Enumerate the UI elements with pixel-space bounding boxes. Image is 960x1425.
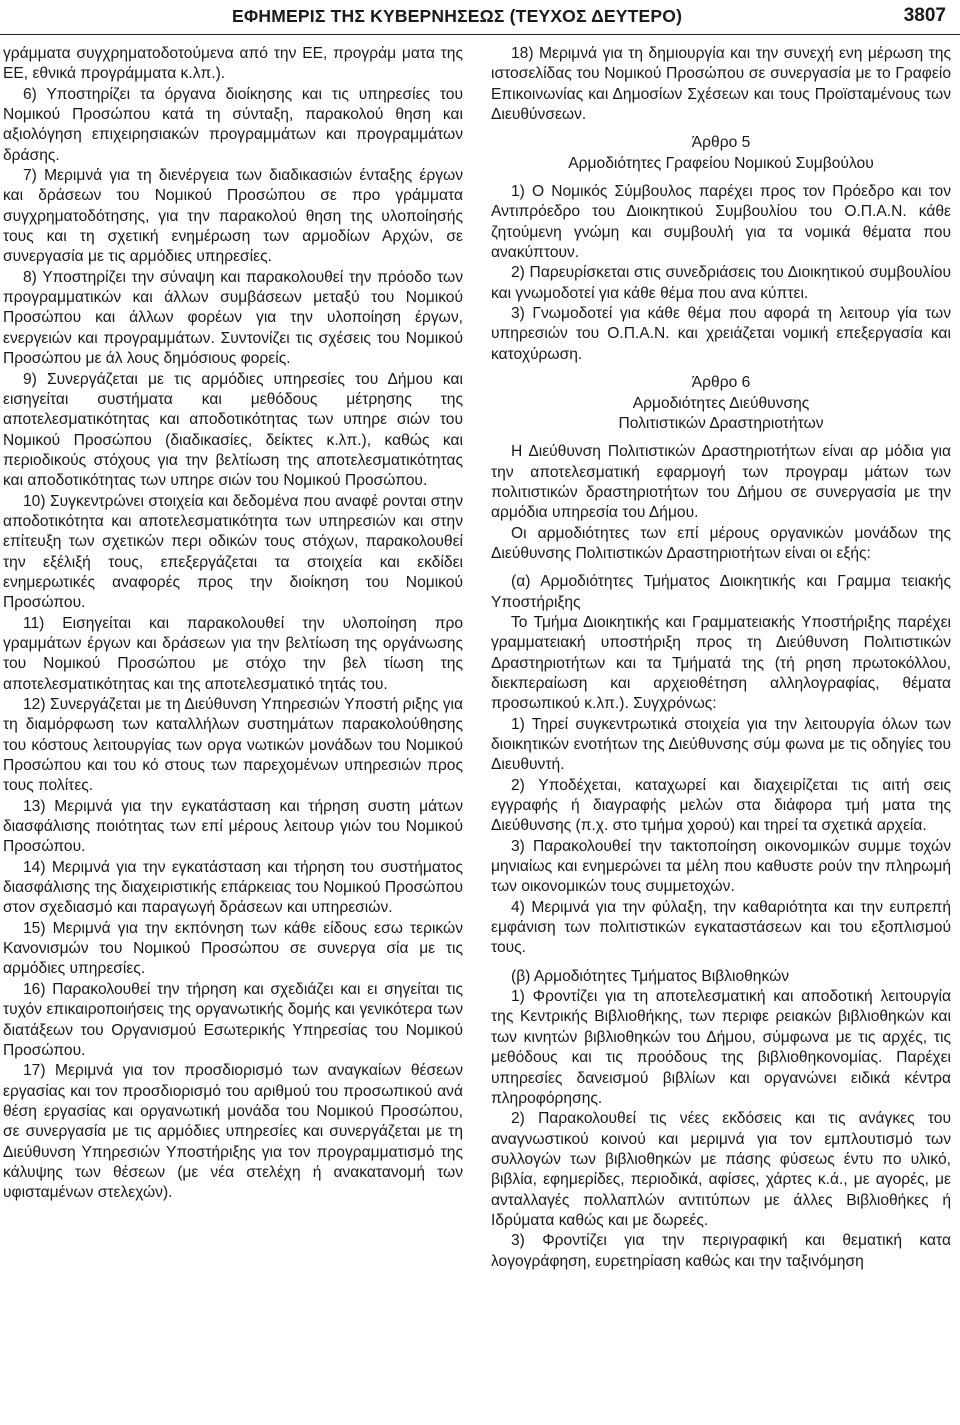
paragraph: 11) Εισηγείται και παρακολουθεί την υλοποίηση προ γραμμάτων έργων και δράσεων για την βελτίωση της οργάνωσης του Νομικού Προσώπου με στόχο την βελ τίωση της αποτελεσματικότητας και της αποτελεσματικό τητάς του.	[3, 614, 463, 693]
page-header	[0, 0, 960, 35]
section-title: (α) Αρμοδιότητες Τμήματος Διοικητικής και Γραμμα τειακής Υποστήριξης	[491, 573, 951, 611]
paragraph: 2) Υποδέχεται, καταχωρεί και διαχειρίζεται τις αιτή σεις εγγραφής ή διαγραφής μελών στα διάφορα τμή ματα της Διεύθυνσης (π.χ. στο τμήμα χορού) και τηρεί τα σχετικά αρχεία.	[491, 776, 951, 835]
paragraph: Οι αρμοδιότητες των επί μέρους οργανικών μονάδων της Διεύθυνσης Πολιτιστικών Δραστηριοτήτων είναι οι εξής:	[491, 524, 951, 562]
gazette-title: ΕΦΗΜΕΡΙΣ ΤΗΣ ΚΥΒΕΡΝΗΣΕΩΣ (ΤΕΥΧΟΣ ΔΕΥΤΕΡΟ)	[232, 6, 683, 26]
section-title: (β) Αρμοδιότητες Τμήματος Βιβλιοθηκών	[511, 967, 790, 985]
paragraph: 4) Μεριμνά για την φύλαξη, την καθαριότητα και την ευπρεπή εμφάνιση των πολιτιστικών εγκαταστάσεων και του εξοπλισμού τους.	[491, 898, 951, 957]
paragraph: 16) Παρακολουθεί την τήρηση και σχεδιάζει και ει σηγείται τις τυχόν επικαιροποιήσεις της οργανωτικής δομής και γενικότερα των διατάξεων του Οργανισμού Εσωτερικής Υπηρεσίας του Νομικού Προσώπου.	[3, 980, 463, 1059]
paragraph: 10) Συγκεντρώνει στοιχεία και δεδομένα που αναφέ ρονται στην αποδοτικότητα και αποτελεσματικότητα των υπηρεσιών και στην επίτευξη των σχετικών περι οδικών τους στόχων, παρακολουθεί την εξέλιξή τους, επεξεργάζεται τα στοιχεία και εκδίδει ενημερωτικές αναφορές προς την διοίκηση του Νομικού Προσώπου.	[3, 492, 463, 612]
right-column	[491, 44, 951, 1272]
paragraph: 6) Υποστηρίζει τα όργανα διοίκησης και τις υπηρεσίες του Νομικού Προσώπου κατά τη σύνταξη, παρακολού θηση και αξιολόγηση επιχειρησιακών προγραμμάτων και προγραμμάτων δράσης.	[3, 85, 463, 164]
paragraph: 3) Γνωμοδοτεί για κάθε θέμα που αφορά τη λειτουρ γία των υπηρεσιών του Ο.Π.Α.Ν. και χρειάζεται νομική επεξεργασία και κατοχύρωση.	[491, 305, 951, 363]
paragraph: 15) Μεριμνά για την εκπόνηση των κάθε είδους εσω τερικών Κανονισμών του Νομικού Προσώπου σε συνεργα σία με τις αρμόδιες υπηρεσίες.	[3, 919, 463, 978]
paragraph: 14) Μεριμνά για την εγκατάσταση και τήρηση του συστήματος διασφάλισης της διαχειριστικής επάρκειας του Νομικού Προσώπου στον σχεδιασμό και παραγωγή δράσεων και υπηρεσιών.	[3, 858, 463, 917]
paragraph: 1) Τηρεί συγκεντρωτικά στοιχεία για την λειτουργία όλων των διοικητικών ενοτήτων της Διεύθυνσης σύμ φωνα με τις οδηγίες του Διευθυντή.	[491, 715, 951, 774]
article-title: Πολιτιστικών Δραστηριοτήτων	[618, 414, 824, 432]
paragraph: 13) Μεριμνά για την εγκατάσταση και τήρηση συστη μάτων διασφάλισης ποιότητας των επί μέρους λειτουρ γιών του Νομικού Προσώπου.	[3, 797, 463, 856]
paragraph: γράμματα συγχρηματοδοτούμενα από την ΕΕ, προγράμ ματα της ΕΕ, εθνικά προγράμματα κ.λπ.).	[3, 45, 463, 83]
paragraph: 8) Υποστηρίζει την σύναψη και παρακολουθεί την πρόοδο των προγραμματικών και άλλων συμβάσεων μεταξύ του Νομικού Προσώπου και άλλων φορέων για την υλοποίηση έργων, ενεργειών και προγραμμάτων. Συντονίζει τις σχέσεις του Νομικού Προσώπου με άλ λους δημόσιους φορείς.	[3, 268, 463, 368]
page-number: 3807	[903, 5, 946, 26]
paragraph: 2) Παρακολουθεί τις νέες εκδόσεις και τις ανάγκες του αναγνωστικού κοινού και μεριμνά για τον εμπλουτισμό των συλλογών των βιβλιοθηκών με πάσης φύσεως έντυ πο υλικό, βιβλία, εφημερίδες, περιοδικά, αφίσες, χάρτες κ.ά., με αγορές, με ανταλλαγές πολλαπλών αντιτύπων με άλλες Βιβλιοθήκες ή Ιδρύματα καθώς και με δωρεές.	[491, 1110, 951, 1229]
left-column	[3, 44, 463, 1204]
paragraph: Η Διεύθυνση Πολιτιστικών Δραστηριοτήτων είναι αρ μόδια για την αποτελεσματική εφαρμογή των προγραμ μάτων των πολιτιστικών δραστηριοτήτων του Δήμου σε συνεργασία με την αρμόδια υπηρεσία του Δήμου.	[491, 443, 951, 522]
paragraph: 1) Φροντίζει για τη αποτελεσματική και αποδοτική λειτουργία της Κεντρικής Βιβλιοθήκης, των περιφε ρειακών βιβλιοθηκών και των κινητών βιβλιοθηκών του Δήμου, σύμφωνα με τις αρχές, τις μεθόδους και τις προόδους της βιβλιοθηκονομίας. Παρέχει υπηρεσίες δανεισμού βιβλίων και οργανώνει ειδικά κέντρα πληροφόρησης.	[491, 988, 951, 1107]
article-title: Αρμοδιότητες Διεύθυνσης	[632, 394, 810, 412]
paragraph: 1) Ο Νομικός Σύμβουλος παρέχει προς τον Πρόεδρο και τον Αντιπρόεδρο του Διοικητικού Συμβουλίου του Ο.Π.Α.Ν. κάθε ζητούμενη γνώμη και συμβουλή για τα νομικά θέματα που ανακύπτουν.	[491, 183, 951, 262]
paragraph: 3) Φροντίζει για την περιγραφική και θεματική κατα λογογράφηση, ευρετηρίαση καθώς και την ταξινόμηση	[491, 1232, 951, 1270]
article-heading: Άρθρο 5	[691, 134, 751, 152]
paragraph: 7) Μεριμνά για τη διενέργεια των διαδικασιών ένταξης έργων και δράσεων του Νομικού Προσώπου σε προ γράμματα συγχρηματοδότησης, για την παρακολού θηση της υλοποίησής τους και τη σχετική ενημέρωση των αρμοδίων Αρχών, σε συνεργασία με τις αρμόδιες υπηρεσίες.	[3, 167, 463, 266]
article-title: Αρμοδιότητες Γραφείου Νομικού Συμβούλου	[568, 154, 874, 172]
paragraph: Το Τμήμα Διοικητικής και Γραμματειακής Υποστήριξης παρέχει γραμματειακή υποστήριξη προς τη Διεύθυνση Πολιτιστικών Δραστηριοτήτων και τα Τμήματά της (τή ρηση πρωτοκόλλου, διεκπεραίωση και αρχειοθέτηση αλληλογραφίας, θέματα προσωπικού κ.λπ.). Συγχρόνως:	[491, 613, 951, 713]
article-heading: Άρθρο 6	[691, 374, 751, 392]
paragraph: 17) Μεριμνά για τον προσδιορισμό των αναγκαίων θέσεων εργασίας και τον προσδιορισμό του αριθμού του προσωπικού ανά θέση εργασίας και οργανωτική μονάδα του Νομικού Προσώπου, σε συνεργασία με τις αρμόδιες υπηρεσίες και συνεργάζεται με τη Διεύθυνση Υπηρεσιών Υποστήριξης για τον προγραμματισμό της κάλυψης των θέσεων (με νέα στελέχη ή ανακατανομή των υφισταμένων στελεχών).	[3, 1062, 463, 1202]
paragraph: 3) Παρακολουθεί την τακτοποίηση οικονομικών συμμε τοχών μηνιαίως και ενημερώνει τα μέλη που καθυστε ρούν την πληρωμή των οικονομικών τους συμμετοχών.	[491, 837, 951, 896]
paragraph: 18) Μεριμνά για τη δημιουργία και την συνεχή ενη μέρωση της ιστοσελίδας του Νομικού Προσώπου σε συνεργασία με το Γραφείο Επικοινωνίας και Δημοσίων Σχέσεων και τους Προϊσταμένους των Διευθύνσεων.	[491, 45, 951, 124]
paragraph: 12) Συνεργάζεται με τη Διεύθυνση Υπηρεσιών Υποστή ριξης για τη διαμόρφωση των καταλλήλων συστημάτων παρακολούθησης του κόστους λειτουργίας των οργα νωτικών μονάδων του Νομικού Προσώπου και του κό στους των παρεχομένων υπηρεσιών προς τους πολίτες.	[3, 696, 463, 795]
paragraph: 9) Συνεργάζεται με τις αρμόδιες υπηρεσίες του Δήμου και εισηγείται συστήματα και μεθόδους μέτρησης της αποτελεσματικότητας και αποδοτικότητας των υπηρε σιών του Νομικού Προσώπου (διαδικασίες, δείκτες κ.λπ.), καθώς και περιοδικούς στόχους για την βελτίωση της αποτελεσματικότητας και αποδοτικότητας των υπηρε σιών του Νομικού Προσώπου.	[3, 370, 463, 490]
paragraph: 2) Παρευρίσκεται στις συνεδριάσεις του Διοικητικού συμβουλίου και γνωμοδοτεί για κάθε θέμα που ανα κύπτει.	[491, 264, 951, 302]
